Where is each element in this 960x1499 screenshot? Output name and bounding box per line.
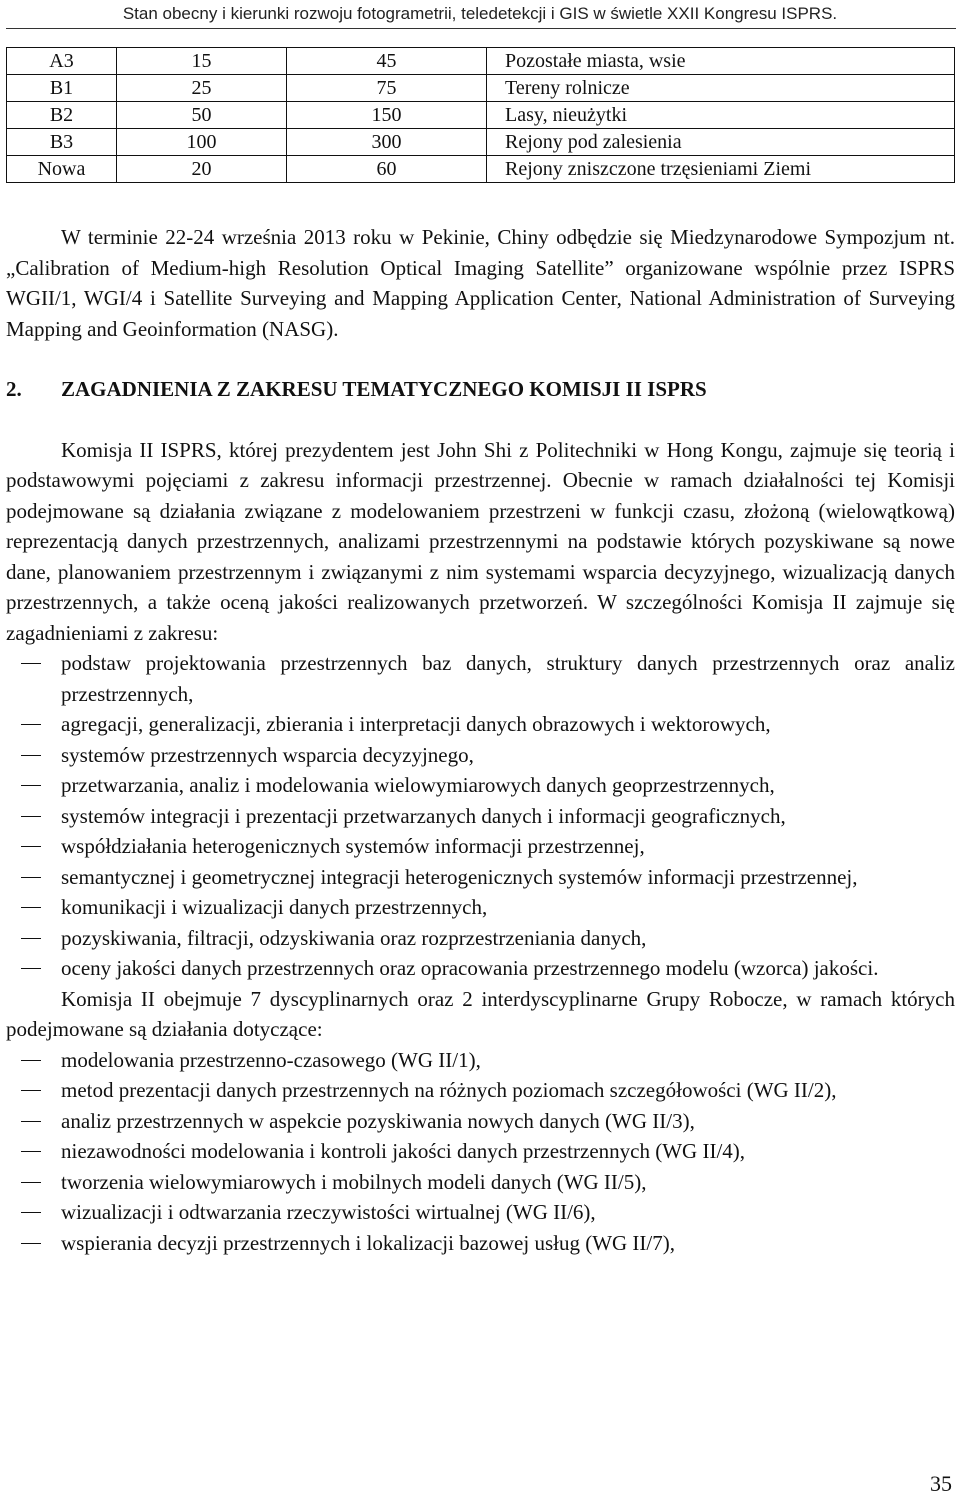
list-item-text: wspierania decyzji przestrzennych i lokalizacji bazowej usług (WG II/7),	[61, 1230, 675, 1255]
list-item-text: oceny jakości danych przestrzennych oraz opracowania przestrzennego modelu (wzorca) jakości.	[61, 956, 879, 980]
symposium-paragraph: W terminie 22-24 września 2013 roku w Pekinie, Chiny odbędzie się Miedzynarodowe Sympozjum nt. „Calibration of Medium-high Resolution Optical Imaging Satellite” organizowane wspólnie przez ISPRS WGII/1, WGI/4 i Satellite Surveying and Mapping Application Center, National Administration of Surveying Mapping and Geoinformation (NASG).	[6, 225, 955, 341]
topics-list	[6, 648, 955, 984]
list-item	[6, 1167, 955, 1198]
working-groups-paragraph: Komisja II obejmuje 7 dyscyplinarnych oraz 2 interdyscyplinarne Grupy Robocze, w ramach których podejmowane są działania dotyczące:	[6, 986, 955, 1041]
list-item-text: współdziałania heterogenicznych systemów informacji przestrzennej,	[61, 834, 645, 858]
list-item-text: semantycznej i geometrycznej integracji heterogenicznych systemów informacji przestrzennej,	[61, 864, 858, 889]
table-cell: Lasy, nieużytki	[487, 102, 955, 129]
list-item-text: agregacji, generalizacji, zbierania i interpretacji danych obrazowych i wektorowych,	[61, 712, 771, 736]
dash-bullet-icon	[21, 1243, 41, 1244]
table-row	[7, 129, 955, 156]
running-header: Stan obecny i kierunki rozwoju fotogrametrii, teledetekcji i GIS w świetle XXII Kongresu ISPRS.	[122, 4, 838, 23]
list-item-text: metod prezentacji danych przestrzennych na różnych poziomach szczegółowości (WG II/2),	[61, 1078, 837, 1102]
section-number: 2.	[6, 377, 22, 401]
dash-bullet-icon	[21, 755, 41, 756]
dash-bullet-icon	[21, 663, 41, 664]
table-cell: Tereny rolnicze	[487, 75, 955, 102]
table-row	[7, 48, 955, 75]
dash-bullet-icon	[21, 1060, 41, 1061]
list-item-text: podstaw projektowania przestrzennych baz danych, struktury danych przestrzennych oraz analiz przestrzennych,	[61, 651, 955, 706]
dash-bullet-icon	[21, 1151, 41, 1152]
dash-bullet-icon	[21, 907, 41, 908]
table-cell: A3	[7, 48, 117, 75]
dash-bullet-icon	[21, 877, 41, 878]
list-item-text: komunikacji i wizualizacji danych przestrzennych,	[61, 895, 488, 919]
list-item	[6, 770, 955, 801]
dash-bullet-icon	[21, 938, 41, 939]
dash-bullet-icon	[21, 724, 41, 725]
section-title: ZAGADNIENIA Z ZAKRESU TEMATYCZNEGO KOMISJI II ISPRS	[61, 377, 707, 401]
list-item-text: systemów integracji i prezentacji przetwarzanych danych i informacji geograficznych,	[61, 803, 786, 828]
dash-bullet-icon	[21, 846, 41, 847]
table-cell: Pozostałe miasta, wsie	[487, 48, 955, 75]
table-cell: 50	[117, 102, 287, 129]
zone-table	[6, 47, 955, 183]
list-item-text: modelowania przestrzenno-czasowego (WG II/1),	[61, 1047, 481, 1072]
list-item	[6, 1045, 955, 1076]
list-item-text: systemów przestrzennych wsparcia decyzyjnego,	[61, 742, 474, 767]
list-item	[6, 892, 955, 923]
main-content	[6, 222, 955, 1258]
table-cell: 60	[287, 156, 487, 183]
list-item	[6, 1106, 955, 1137]
table-cell: 150	[287, 102, 487, 129]
dash-bullet-icon	[21, 968, 41, 969]
dash-bullet-icon	[21, 1121, 41, 1122]
table-cell: B2	[7, 102, 117, 129]
list-item	[6, 1136, 955, 1167]
list-item-text: przetwarzania, analiz i modelowania wielowymiarowych danych geoprzestrzennych,	[61, 773, 775, 797]
list-item	[6, 1228, 955, 1259]
list-item	[6, 862, 955, 893]
list-item	[6, 709, 955, 740]
list-item	[6, 648, 955, 709]
list-item-text: niezawodności modelowania i kontroli jakości danych przestrzennych (WG II/4),	[61, 1139, 746, 1163]
section-heading	[6, 374, 955, 405]
working-groups-list	[6, 1045, 955, 1259]
dash-bullet-icon	[21, 1090, 41, 1091]
list-item	[6, 1075, 955, 1106]
table-cell: Rejony pod zalesienia	[487, 129, 955, 156]
dash-bullet-icon	[21, 816, 41, 817]
table-cell: 45	[287, 48, 487, 75]
table-cell: 20	[117, 156, 287, 183]
list-item-text: tworzenia wielowymiarowych i mobilnych modeli danych (WG II/5),	[61, 1169, 647, 1194]
table-cell: 75	[287, 75, 487, 102]
list-item-text: wizualizacji i odtwarzania rzeczywistości wirtualnej (WG II/6),	[61, 1200, 596, 1224]
list-item	[6, 953, 955, 984]
table-row	[7, 156, 955, 183]
table-cell: B1	[7, 75, 117, 102]
table-cell: Rejony zniszczone trzęsieniami Ziemi	[487, 156, 955, 183]
list-item	[6, 923, 955, 954]
list-item	[6, 1197, 955, 1228]
table-row	[7, 75, 955, 102]
list-item	[6, 740, 955, 771]
list-item	[6, 801, 955, 832]
commission-paragraph: Komisja II ISPRS, której prezydentem jest John Shi z Politechniki w Hong Kongu, zajmuje się teorią i podstawowymi pojęciami z zakresu informacji przestrzennej. Obecnie w ramach działalności tej Komisji podejmowane są działania związane z modelowaniem przestrzeni w funkcji czasu, złożoną (wielowątkową) reprezentacją danych przestrzennych, analizami przestrzennymi na podstawie których pozyskiwane są nowe dane, planowaniem przestrzennym i związanymi z nim systemami wsparcia decyzyjnego, wizualizacją danych przestrzennych, a także oceną jakości realizowanych przetworzeń. W szczególności Komisja II zajmuje się zagadnieniami z zakresu:	[6, 437, 955, 645]
table-cell: B3	[7, 129, 117, 156]
table-row	[7, 102, 955, 129]
table-cell: 25	[117, 75, 287, 102]
table-cell: 15	[117, 48, 287, 75]
header-divider	[6, 28, 956, 29]
table-cell: Nowa	[7, 156, 117, 183]
list-item	[6, 831, 955, 862]
table-cell: 300	[287, 129, 487, 156]
list-item-text: pozyskiwania, filtracji, odzyskiwania oraz rozprzestrzeniania danych,	[61, 925, 647, 950]
page-number: 35	[930, 1471, 952, 1496]
dash-bullet-icon	[21, 1212, 41, 1213]
table-cell: 100	[117, 129, 287, 156]
dash-bullet-icon	[21, 1182, 41, 1183]
list-item-text: analiz przestrzennych w aspekcie pozyskiwania nowych danych (WG II/3),	[61, 1108, 695, 1133]
dash-bullet-icon	[21, 785, 41, 786]
